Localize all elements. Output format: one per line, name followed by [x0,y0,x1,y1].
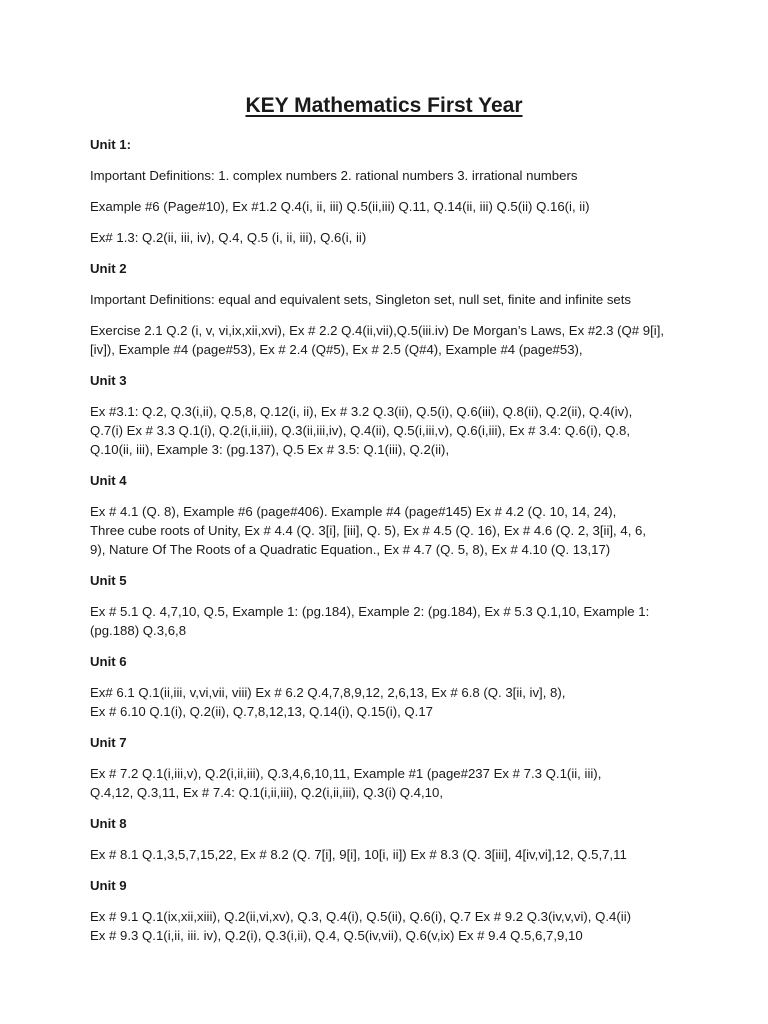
text-line: Q.7(i) Ex # 3.3 Q.1(i), Q.2(i,ii,iii), Q.3(ii,iii,iv), Q.4(ii), Q.5(i,iii,v), Q.6(i,iii), Ex # 3.4: Q.6(i), Q.8, [90,423,631,438]
text-line: Ex # 9.3 Q.1(i,ii, iii. iv), Q.2(i), Q.3(i,ii), Q.4, Q.5(iv,vii), Q.6(v,ix) Ex # 9.4 Q.5,6,7,9,10 [90,928,583,943]
unit-heading: Unit 9 [90,878,127,893]
unit-heading: Unit 8 [90,816,127,831]
unit-paragraph [90,845,702,864]
text-line: Ex# 6.1 Q.1(ii,iii, v,vi,vii, viii) Ex # 6.2 Q.4,7,8,9,12, 2,6,13, Ex # 6.8 (Q. 3[ii, iv], 8), [90,685,566,700]
text-line: [iv]), Example #4 (page#53), Ex # 2.4 (Q#5), Ex # 2.5 (Q#4), Example #4 (page#53), [90,342,583,357]
text-line: Three cube roots of Unity, Ex # 4.4 (Q. 3[i], [iii], Q. 5), Ex # 4.5 (Q. 16), Ex # 4.6 (Q. 2, 3[ii], 4, 6, [90,523,647,538]
text-line: Ex # 4.1 (Q. 8), Example #6 (page#406). Example #4 (page#145) Ex # 4.2 (Q. 10, 14, 24), [90,504,617,519]
unit-section [90,652,702,721]
unit-heading: Unit 7 [90,735,127,750]
unit-section [90,571,702,640]
unit-paragraph [90,290,702,309]
text-line: Important Definitions: 1. complex numbers 2. rational numbers 3. irrational numbers [90,168,578,183]
unit-section [90,259,702,359]
text-line: Ex # 8.1 Q.1,3,5,7,15,22, Ex # 8.2 (Q. 7[i], 9[i], 10[i, ii]) Ex # 8.3 (Q. 3[iii], 4[iv,vi],12, Q.5,7,11 [90,847,627,862]
text-line: Ex # 5.1 Q. 4,7,10, Q.5, Example 1: (pg.184), Example 2: (pg.184), Ex # 5.3 Q.1,10, Example 1: [90,604,650,619]
unit-heading: Unit 5 [90,573,127,588]
unit-section [90,814,702,864]
text-line: Q.4,12, Q.3,11, Ex # 7.4: Q.1(i,ii,iii), Q.2(i,ii,iii), Q.3(i) Q.4,10, [90,785,443,800]
text-line: (pg.188) Q.3,6,8 [90,623,187,638]
unit-paragraph [90,602,702,640]
text-line: Example #6 (Page#10), Ex #1.2 Q.4(i, ii, iii) Q.5(ii,iii) Q.11, Q.14(ii, iii) Q.5(ii) Q.16(i, ii) [90,199,590,214]
unit-paragraph [90,166,702,185]
text-line: Ex # 6.10 Q.1(i), Q.2(ii), Q.7,8,12,13, Q.14(i), Q.15(i), Q.17 [90,704,434,719]
unit-paragraph [90,197,702,216]
unit-heading: Unit 1: [90,137,132,152]
unit-paragraph [90,907,702,945]
unit-paragraph [90,764,702,802]
unit-section [90,471,702,559]
document-body [90,135,702,957]
unit-paragraph [90,683,702,721]
text-line: Ex #3.1: Q.2, Q.3(i,ii), Q.5,8, Q.12(i, ii), Ex # 3.2 Q.3(ii), Q.5(i), Q.6(iii), Q.8(ii), Q.2(ii), Q.4(iv), [90,404,633,419]
text-line: 9), Nature Of The Roots of a Quadratic Equation., Ex # 4.7 (Q. 5, 8), Ex # 4.10 (Q. 13,17) [90,542,611,557]
unit-section [90,876,702,945]
unit-paragraph [90,321,702,359]
unit-paragraph [90,402,702,459]
unit-heading: Unit 4 [90,473,127,488]
text-line: Important Definitions: equal and equivalent sets, Singleton set, null set, finite and infinite sets [90,292,632,307]
unit-section [90,135,702,247]
unit-heading: Unit 2 [90,261,127,276]
text-line: Ex # 9.1 Q.1(ix,xii,xiii), Q.2(ii,vi,xv), Q.3, Q.4(i), Q.5(ii), Q.6(i), Q.7 Ex # 9.2 Q.3(iv,v,vi), Q.4(ii) [90,909,632,924]
text-line: Q.10(ii, iii), Example 3: (pg.137), Q.5 Ex # 3.5: Q.1(iii), Q.2(ii), [90,442,450,457]
unit-section [90,371,702,459]
text-line: Exercise 2.1 Q.2 (i, v, vi,ix,xii,xvi), Ex # 2.2 Q.4(ii,vii),Q.5(iii.iv) De Morgan’s Laws, Ex #2.3 (Q# 9[i], [90,323,665,338]
unit-paragraph [90,502,702,559]
unit-heading: Unit 3 [90,373,127,388]
unit-heading: Unit 6 [90,654,127,669]
unit-paragraph [90,228,702,247]
page-title: KEY Mathematics First Year [245,94,523,117]
unit-section [90,733,702,802]
text-line: Ex# 1.3: Q.2(ii, iii, iv), Q.4, Q.5 (i, ii, iii), Q.6(i, ii) [90,230,367,245]
text-line: Ex # 7.2 Q.1(i,iii,v), Q.2(i,ii,iii), Q.3,4,6,10,11, Example #1 (page#237 Ex # 7.3 Q.1(ii, iii), [90,766,602,781]
